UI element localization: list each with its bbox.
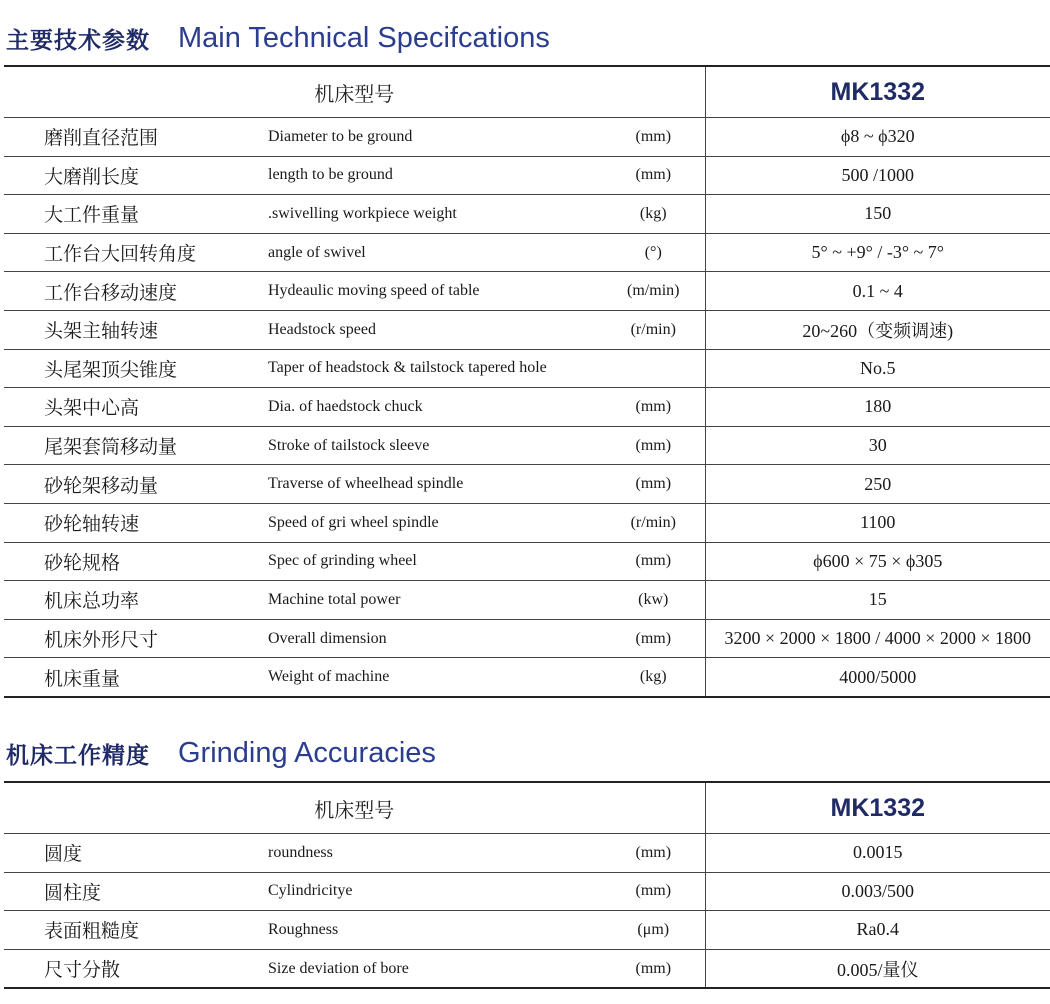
param-name-en: Cylindricitye bbox=[262, 872, 602, 911]
table-row bbox=[4, 195, 1050, 234]
param-name-cn: 磨削直径范围 bbox=[4, 118, 262, 157]
param-name-en: Roughness bbox=[262, 911, 602, 950]
param-unit: (r/min) bbox=[602, 310, 705, 349]
param-name-cn: 表面粗糙度 bbox=[4, 911, 262, 950]
param-name-en: Overall dimension bbox=[262, 619, 602, 658]
param-name-en: Weight of machine bbox=[262, 658, 602, 697]
accuracy-title-en: Grinding Accuracies bbox=[178, 736, 436, 769]
param-unit: (mm) bbox=[602, 619, 705, 658]
param-value: 3200 × 2000 × 1800 / 4000 × 2000 × 1800 bbox=[705, 619, 1050, 658]
param-name-en: Traverse of wheelhead spindle bbox=[262, 465, 602, 504]
accuracy-body bbox=[4, 834, 1050, 989]
param-value: 150 bbox=[705, 195, 1050, 234]
param-name-cn: 头架主轴转速 bbox=[4, 310, 262, 349]
specs-body bbox=[4, 118, 1050, 697]
param-value: 0.1 ~ 4 bbox=[705, 272, 1050, 311]
param-name-cn: 工作台大回转角度 bbox=[4, 233, 262, 272]
table-row bbox=[4, 581, 1050, 620]
param-unit: (m/min) bbox=[602, 272, 705, 311]
param-unit: (kg) bbox=[602, 658, 705, 697]
param-value: 0.003/500 bbox=[705, 872, 1050, 911]
param-value: 0.005/量仪 bbox=[705, 949, 1050, 988]
param-name-en: Machine total power bbox=[262, 581, 602, 620]
param-name-en: Spec of grinding wheel bbox=[262, 542, 602, 581]
param-name-en: .swivelling workpiece weight bbox=[262, 195, 602, 234]
accuracy-header-row bbox=[4, 782, 1050, 834]
table-row bbox=[4, 834, 1050, 873]
param-value: 30 bbox=[705, 426, 1050, 465]
table-row bbox=[4, 156, 1050, 195]
specs-table bbox=[4, 65, 1050, 698]
param-value: 180 bbox=[705, 388, 1050, 427]
param-name-cn: 头架中心高 bbox=[4, 388, 262, 427]
param-unit: (mm) bbox=[602, 949, 705, 988]
param-name-en: Hydeaulic moving speed of table bbox=[262, 272, 602, 311]
table-row bbox=[4, 949, 1050, 988]
accuracy-model-label: 机床型号 bbox=[4, 782, 705, 834]
model-value: MK1332 bbox=[705, 66, 1050, 118]
param-value: 1100 bbox=[705, 503, 1050, 542]
accuracy-table bbox=[4, 781, 1050, 989]
param-name-cn: 尾架套筒移动量 bbox=[4, 426, 262, 465]
param-unit: (mm) bbox=[602, 465, 705, 504]
param-value: 500 /1000 bbox=[705, 156, 1050, 195]
param-unit: (mm) bbox=[602, 118, 705, 157]
specs-title-cn: 主要技术参数 bbox=[6, 27, 150, 54]
param-name-cn: 砂轮规格 bbox=[4, 542, 262, 581]
param-name-cn: 砂轮轴转速 bbox=[4, 503, 262, 542]
param-name-cn: 大磨削长度 bbox=[4, 156, 262, 195]
table-row bbox=[4, 465, 1050, 504]
param-value: ϕ8 ~ ϕ320 bbox=[705, 118, 1050, 157]
param-unit: (μm) bbox=[602, 911, 705, 950]
param-name-cn: 头尾架顶尖锥度 bbox=[4, 349, 262, 388]
table-row bbox=[4, 658, 1050, 697]
accuracy-model-value: MK1332 bbox=[705, 782, 1050, 834]
param-name-cn: 圆柱度 bbox=[4, 872, 262, 911]
param-value: 250 bbox=[705, 465, 1050, 504]
specs-title-en: Main Technical Specifcations bbox=[178, 21, 550, 54]
param-name-en: Speed of gri wheel spindle bbox=[262, 503, 602, 542]
param-name-cn: 大工件重量 bbox=[4, 195, 262, 234]
param-name-en: Size deviation of bore bbox=[262, 949, 602, 988]
specs-header-row bbox=[4, 66, 1050, 118]
param-unit: (kg) bbox=[602, 195, 705, 234]
accuracy-title-cn: 机床工作精度 bbox=[6, 742, 150, 769]
table-row bbox=[4, 426, 1050, 465]
param-unit: (r/min) bbox=[602, 503, 705, 542]
param-name-cn: 砂轮架移动量 bbox=[4, 465, 262, 504]
table-row bbox=[4, 349, 1050, 388]
param-unit: (°) bbox=[602, 233, 705, 272]
table-row bbox=[4, 911, 1050, 950]
param-unit: (mm) bbox=[602, 388, 705, 427]
param-value: 0.0015 bbox=[705, 834, 1050, 873]
param-unit: (mm) bbox=[602, 426, 705, 465]
param-unit bbox=[602, 349, 705, 388]
specs-section-title bbox=[6, 18, 550, 58]
param-unit: (mm) bbox=[602, 542, 705, 581]
table-row bbox=[4, 872, 1050, 911]
accuracy-section-title bbox=[6, 733, 436, 773]
param-unit: (kw) bbox=[602, 581, 705, 620]
table-row bbox=[4, 118, 1050, 157]
table-row bbox=[4, 619, 1050, 658]
param-unit: (mm) bbox=[602, 834, 705, 873]
param-name-en: Diameter to be ground bbox=[262, 118, 602, 157]
table-row bbox=[4, 272, 1050, 311]
table-row bbox=[4, 310, 1050, 349]
param-value: ϕ600 × 75 × ϕ305 bbox=[705, 542, 1050, 581]
param-value: 5° ~ +9° / -3° ~ 7° bbox=[705, 233, 1050, 272]
param-name-en: angle of swivel bbox=[262, 233, 602, 272]
param-name-cn: 尺寸分散 bbox=[4, 949, 262, 988]
param-name-en: Dia. of haedstock chuck bbox=[262, 388, 602, 427]
param-name-cn: 机床外形尺寸 bbox=[4, 619, 262, 658]
param-unit: (mm) bbox=[602, 156, 705, 195]
param-name-en: length to be ground bbox=[262, 156, 602, 195]
table-row bbox=[4, 503, 1050, 542]
table-row bbox=[4, 233, 1050, 272]
param-name-en: Headstock speed bbox=[262, 310, 602, 349]
param-name-cn: 圆度 bbox=[4, 834, 262, 873]
param-value: 20~260（变频调速) bbox=[705, 310, 1050, 349]
param-name-en: Taper of headstock & tailstock tapered hole bbox=[262, 349, 602, 388]
table-row bbox=[4, 542, 1050, 581]
param-value: Ra0.4 bbox=[705, 911, 1050, 950]
param-value: No.5 bbox=[705, 349, 1050, 388]
param-name-en: Stroke of tailstock sleeve bbox=[262, 426, 602, 465]
param-unit: (mm) bbox=[602, 872, 705, 911]
param-name-cn: 机床重量 bbox=[4, 658, 262, 697]
model-label: 机床型号 bbox=[4, 66, 705, 118]
param-name-cn: 工作台移动速度 bbox=[4, 272, 262, 311]
param-value: 4000/5000 bbox=[705, 658, 1050, 697]
param-value: 15 bbox=[705, 581, 1050, 620]
param-name-cn: 机床总功率 bbox=[4, 581, 262, 620]
param-name-en: roundness bbox=[262, 834, 602, 873]
table-row bbox=[4, 388, 1050, 427]
